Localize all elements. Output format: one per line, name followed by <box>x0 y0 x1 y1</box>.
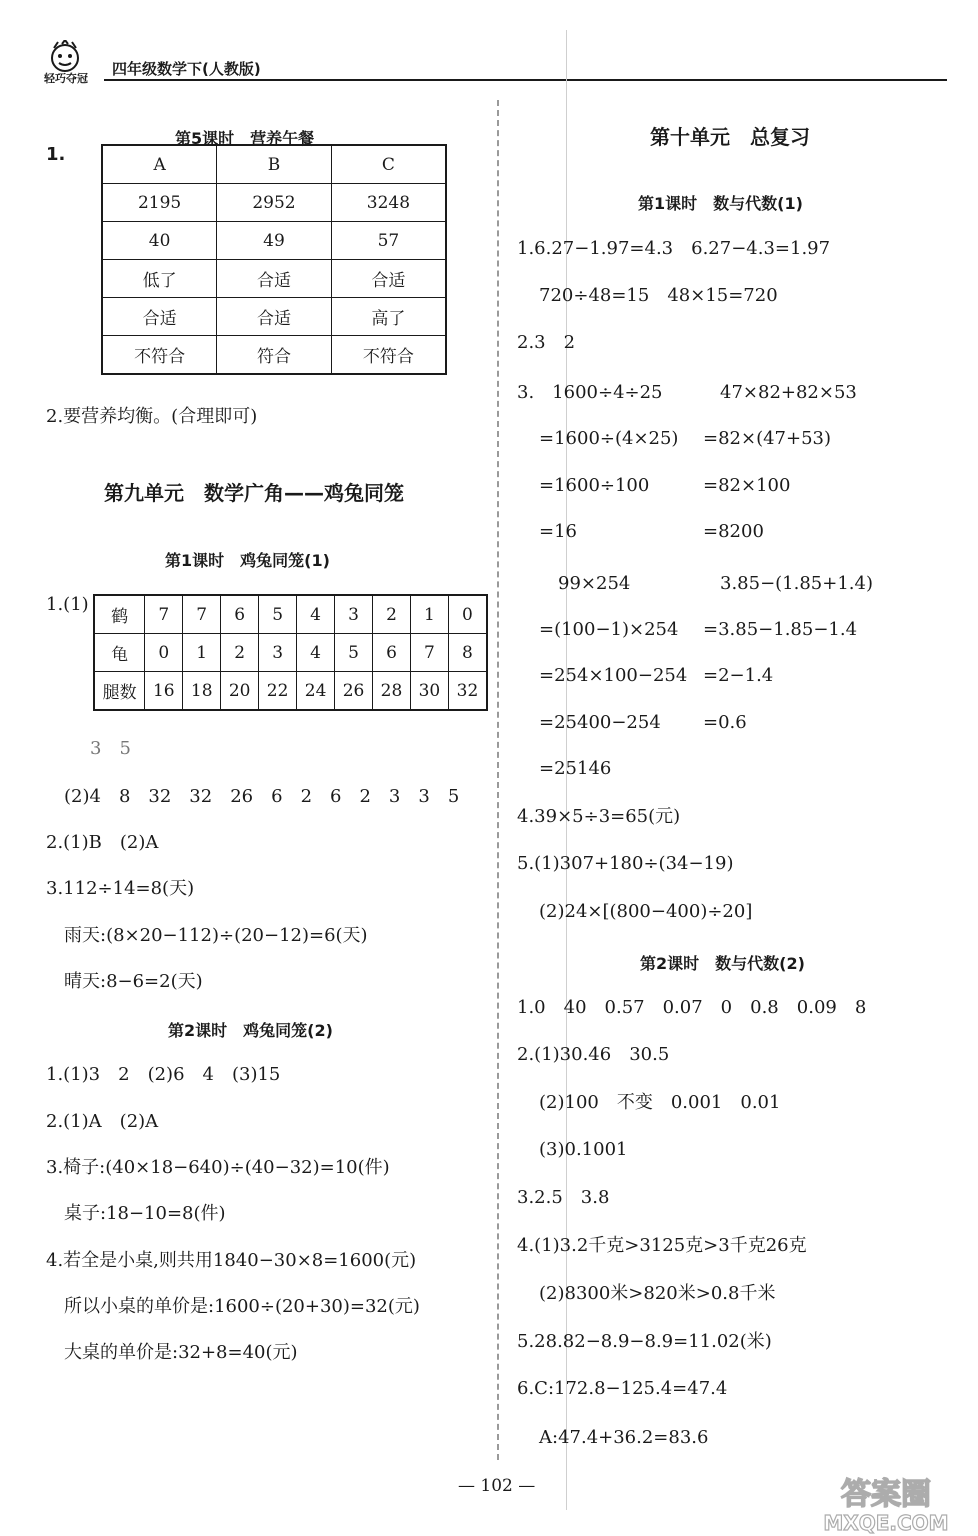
calc-line: =82×(47+53) <box>703 428 832 449</box>
table-cell: C <box>331 145 446 184</box>
r-lesson1-title: 第1课时 数与代数(1) <box>638 194 803 213</box>
table-cell: 57 <box>331 222 446 260</box>
table-cell: 22 <box>259 672 297 711</box>
table-cell: 1 <box>183 634 221 672</box>
table-row <box>102 184 446 222</box>
answer-line: 桌子:18−10=8(件) <box>64 1203 226 1224</box>
table-cell: 2195 <box>102 184 217 222</box>
r-lesson2-title: 第2课时 数与代数(2) <box>640 954 805 973</box>
table-row <box>102 298 446 336</box>
column-divider <box>497 100 499 1460</box>
calc-line: 3.85−(1.85+1.4) <box>720 573 873 594</box>
table-row <box>102 145 446 184</box>
table-cell: 2 <box>373 595 411 634</box>
answer-line: 所以小桌的单价是:1600÷(20+30)=32(元) <box>64 1296 420 1317</box>
table-cell: 7 <box>183 595 221 634</box>
table-cell: 2 <box>221 634 259 672</box>
table-cell: 不符合 <box>331 336 446 375</box>
calc-line: =0.6 <box>703 712 747 733</box>
logo-text: 轻巧夺冠 <box>44 72 88 84</box>
table-cell: 0 <box>448 595 487 634</box>
watermark-text: 答案圈 <box>841 1477 931 1512</box>
answer-line: 3.2.5 3.8 <box>517 1187 610 1208</box>
table-cell: 高了 <box>331 298 446 336</box>
calc-line: =8200 <box>703 521 764 542</box>
table-cell: 6 <box>373 634 411 672</box>
table-cell: 28 <box>373 672 411 711</box>
u9-lesson1-title: 第1课时 鸡兔同笼(1) <box>165 551 330 570</box>
lunch-table <box>101 144 447 375</box>
table-cell: 低了 <box>102 260 217 298</box>
table-cell: 1 <box>410 595 448 634</box>
calc-line: =254×100−254 <box>539 665 688 686</box>
watermark-logo <box>808 1470 968 1536</box>
table-cell: 26 <box>335 672 373 711</box>
table-cell: 16 <box>145 672 183 711</box>
book-title: 四年级数学下(人教版) <box>112 60 261 78</box>
calc-line: =16 <box>539 521 577 542</box>
page-number: — 102 — <box>458 1476 536 1496</box>
table-row <box>102 260 446 298</box>
calc-line: =(100−1)×254 <box>539 619 679 640</box>
table-cell: 3 <box>335 595 373 634</box>
lesson5-title: 第5课时 营养午餐 <box>175 129 315 148</box>
table-row <box>94 634 487 672</box>
table-cell: 3248 <box>331 184 446 222</box>
answer-line: 4.若全是小桌,则共用1840−30×8=1600(元) <box>46 1250 417 1271</box>
answer-line: 720÷48=15 48×15=720 <box>539 285 778 306</box>
q2-answer: 2.要营养均衡。(合理即可) <box>46 406 258 427</box>
table-cell: 3 <box>259 634 297 672</box>
answer-line: 3.112÷14=8(天) <box>46 878 195 899</box>
table-cell: 合适 <box>217 260 332 298</box>
table-cell: 6 <box>221 595 259 634</box>
u9-q1-label: 1.(1) <box>46 594 89 615</box>
row-header: 鹤 <box>94 595 145 634</box>
unit9-title: 第九单元 数学广角——鸡兔同笼 <box>104 481 404 505</box>
answer-line: 4.39×5÷3=65(元) <box>517 806 681 827</box>
calc-line: 47×82+82×53 <box>720 382 857 403</box>
answer-line: 2.(1)A (2)A <box>46 1111 159 1132</box>
table-cell: 20 <box>221 672 259 711</box>
answer-line: (2)100 不变 0.001 0.01 <box>539 1092 781 1113</box>
calc-line: =3.85−1.85−1.4 <box>703 619 858 640</box>
table-cell: B <box>217 145 332 184</box>
answer-line: 5.(1)307+180÷(34−19) <box>517 853 734 874</box>
answer-line: (3)0.1001 <box>539 1139 628 1160</box>
answer-line: 3.椅子:(40×18−640)÷(40−32)=10(件) <box>46 1157 390 1178</box>
u9-lesson2-title: 第2课时 鸡兔同笼(2) <box>168 1021 333 1040</box>
table-cell: 合适 <box>102 298 217 336</box>
header-rule <box>104 79 947 81</box>
answer-line: 2.(1)30.46 30.5 <box>517 1044 670 1065</box>
table-cell: 4 <box>297 634 335 672</box>
answer-line: 5.28.82−8.9−8.9=11.02(米) <box>517 1331 772 1352</box>
calc-line: =1600÷100 <box>539 475 650 496</box>
watermark-url: MXQE.COM <box>823 1511 949 1535</box>
answer-line: (2)8300米>820米>0.8千米 <box>539 1283 776 1304</box>
unit10-title: 第十单元 总复习 <box>650 125 810 149</box>
table-cell: 5 <box>335 634 373 672</box>
row-header: 龟 <box>94 634 145 672</box>
calc-line: =25146 <box>539 758 612 779</box>
q1-label: 1. <box>46 144 66 165</box>
calc-line: =25400−254 <box>539 712 661 733</box>
calc-line: =2−1.4 <box>703 665 774 686</box>
table-row <box>102 222 446 260</box>
answer-line: 4.(1)3.2千克>3125克>3千克26克 <box>517 1235 807 1256</box>
row-header: 腿数 <box>94 672 145 711</box>
answer-line: A:47.4+36.2=83.6 <box>539 1427 709 1448</box>
table-cell: A <box>102 145 217 184</box>
calc-line: 3. 1600÷4÷25 <box>517 382 663 403</box>
table-cell: 5 <box>259 595 297 634</box>
answer-line: 1.0 40 0.57 0.07 0 0.8 0.09 8 <box>517 997 867 1018</box>
calc-line: =82×100 <box>703 475 791 496</box>
table-cell: 24 <box>297 672 335 711</box>
answer-line: 6.C:172.8−125.4=47.4 <box>517 1378 728 1399</box>
answer-line: (2)24×[(800−400)÷20] <box>539 901 753 922</box>
table-cell: 2952 <box>217 184 332 222</box>
answer-line: 1.6.27−1.97=4.3 6.27−4.3=1.97 <box>517 238 831 259</box>
table-cell: 7 <box>410 634 448 672</box>
answer-line: 2.(1)B (2)A <box>46 832 159 853</box>
table-cell: 18 <box>183 672 221 711</box>
table-row <box>102 336 446 375</box>
answer-line: 2.3 2 <box>517 332 576 353</box>
logo-icon <box>32 40 102 84</box>
calc-line: =1600÷(4×25) <box>539 428 679 449</box>
table-row <box>94 672 487 711</box>
table-cell: 不符合 <box>102 336 217 375</box>
answer-line: 雨天:(8×20−112)÷(20−12)=6(天) <box>64 925 368 946</box>
table-row <box>94 595 487 634</box>
table-cell: 8 <box>448 634 487 672</box>
table-cell: 49 <box>217 222 332 260</box>
answer-line: 3 5 <box>90 738 131 759</box>
answer-line: 晴天:8−6=2(天) <box>64 971 203 992</box>
table-cell: 30 <box>410 672 448 711</box>
table-cell: 合适 <box>331 260 446 298</box>
table-cell: 符合 <box>217 336 332 375</box>
answer-line: 1.(1)3 2 (2)6 4 (3)15 <box>46 1064 281 1085</box>
table-cell: 4 <box>297 595 335 634</box>
table-cell: 0 <box>145 634 183 672</box>
answer-line: (2)4 8 32 32 26 6 2 6 2 3 3 5 <box>64 786 460 807</box>
table-cell: 40 <box>102 222 217 260</box>
table-cell: 合适 <box>217 298 332 336</box>
table-cell: 32 <box>448 672 487 711</box>
calc-line: 99×254 <box>558 573 631 594</box>
answer-line: 大桌的单价是:32+8=40(元) <box>64 1342 298 1363</box>
chicken-rabbit-table <box>93 594 488 711</box>
table-cell: 7 <box>145 595 183 634</box>
